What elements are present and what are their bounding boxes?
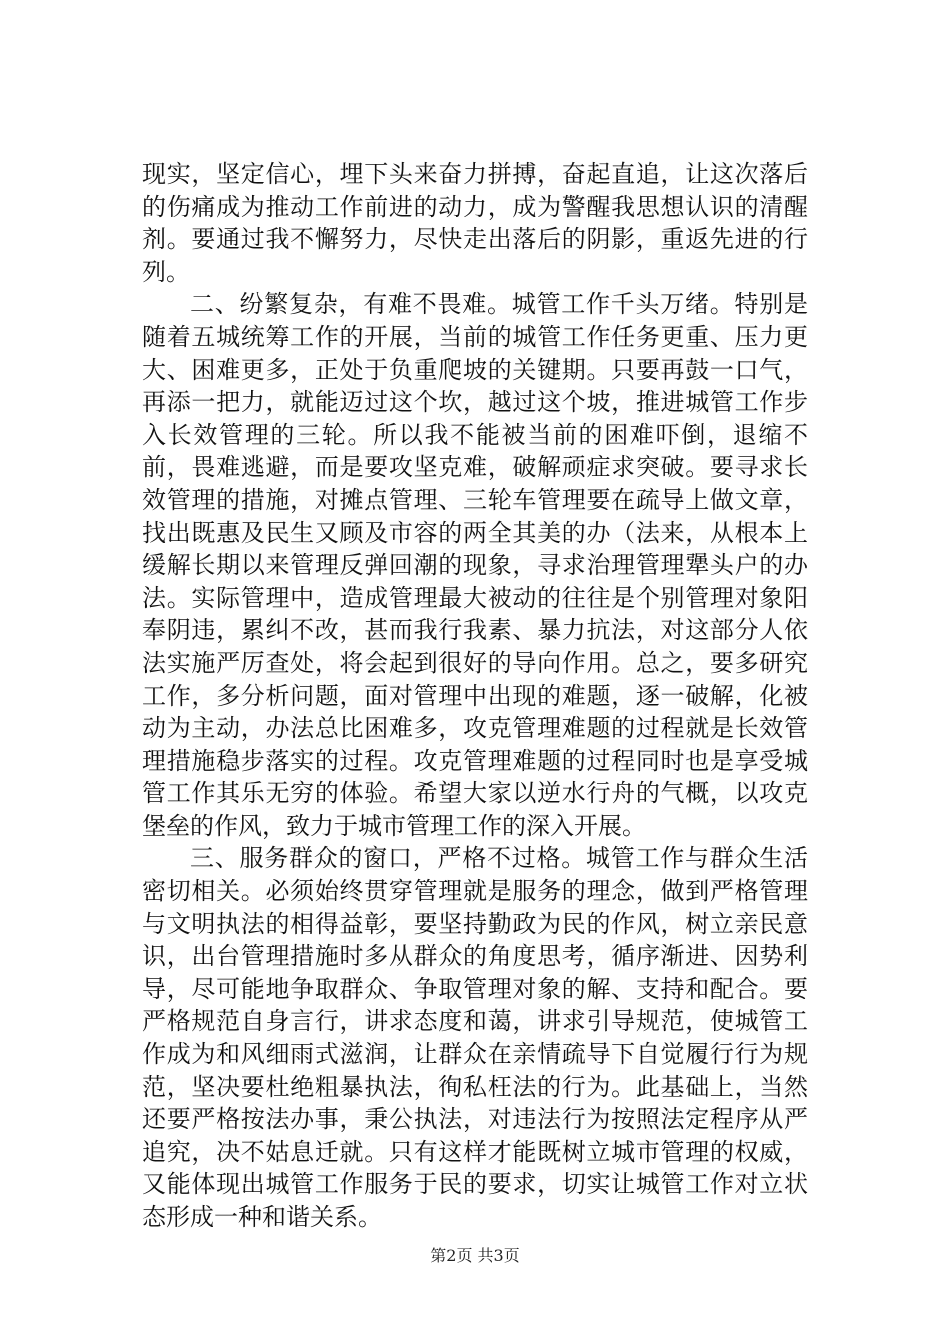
paragraph-section-three: 三、服务群众的窗口，严格不过格。城管工作与群众生活密切相关。必须始终贯穿管理就是服务的理念，做到严格管理与文明执法的相得益彰，要坚持勤政为民的作风，树立亲民意识，出台管理措施时多从群众的角度思考，循序渐进、因势利导，尽可能地争取群众、争取管理对象的解、支持和配合。要严格规范自身言行，讲求态度和蔼，讲求引导规范，使城管工作成为和风细雨式滋润，让群众在亲情疏导下自觉履行行为规范，坚决要杜绝粗暴执法，徇私枉法的行为。此基础上，当然还要严格按法办事，秉公执法，对违法行为按照法定程序从严追究，决不姑息迁就。只有这样才能既树立城市管理的权威，又能体现出城管工作服务于民的要求，切实让城管工作对立状态形成一种和谐关系。 — [142, 844, 808, 1231]
paragraph-section-two: 二、纷繁复杂，有难不畏难。城管工作千头万绪。特别是随着五城统筹工作的开展，当前的城管工作任务更重、压力更大、困难更多，正处于负重爬坡的关键期。只要再鼓一口气，再添一把力，就能迈过这个坎，越过这个坡，推进城管工作步入长效管理的三轮。所以我不能被当前的困难吓倒，退缩不前，畏难逃避，而是要攻坚克难，破解顽症求突破。要寻求长效管理的措施，对摊点管理、三轮车管理要在疏导上做文章，找出既惠及民生又顾及市容的两全其美的办（法来，从根本上缓解长期以来管理反弹回潮的现象，寻求治理管理犟头户的办法。实际管理中，造成管理最大被动的往往是个别管理对象阳奉阴违，累纠不改，甚而我行我素、暴力抗法，对这部分人依法实施严厉查处，将会起到很好的导向作用。总之，要多研究工作，多分析问题，面对管理中出现的难题，逐一破解，化被动为主动，办法总比困难多，攻克管理难题的过程就是长效管理措施稳步落实的过程。攻克管理难题的过程同时也是享受城管工作其乐无穷的体验。希望大家以逆水行舟的气概，以攻克堡垒的作风，致力于城市管理工作的深入开展。 — [142, 290, 808, 840]
page-number-footer: 第2页 共3页 — [430, 1246, 520, 1265]
paragraph-continuation: 现实，坚定信心，埋下头来奋力拼搏，奋起直追，让这次落后的伤痛成为推动工作前进的动力，成为警醒我思想认识的清醒剂。要通过我不懈努力，尽快走出落后的阴影，重返先进的行列。 — [142, 160, 808, 286]
document-body — [142, 158, 808, 1234]
